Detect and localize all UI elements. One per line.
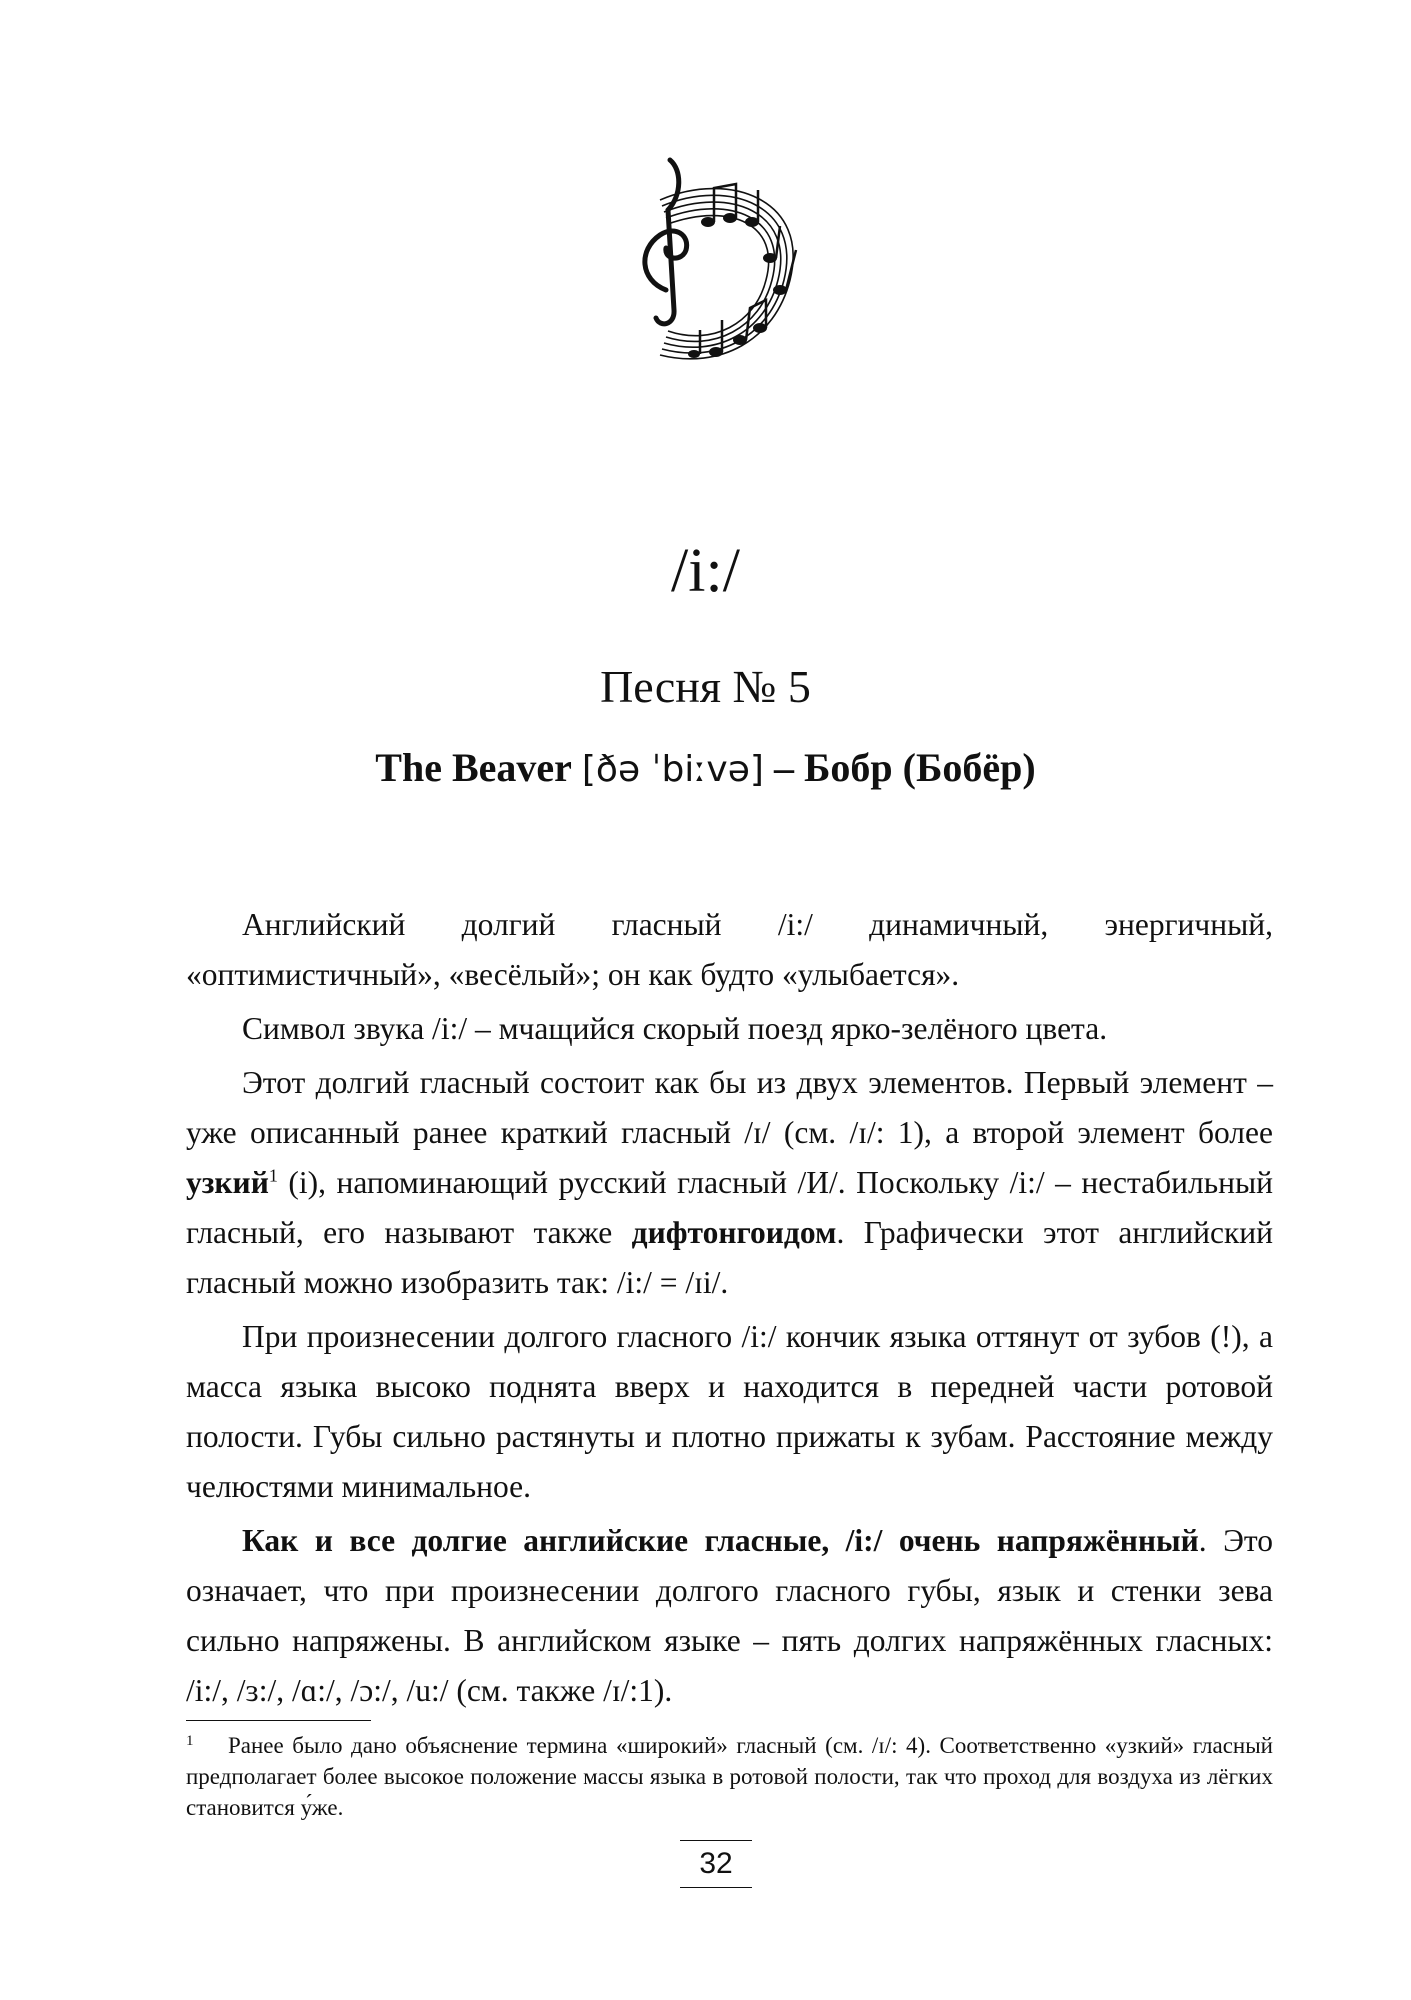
footnote-ref: 1 xyxy=(268,1165,278,1186)
song-number: Песня № 5 xyxy=(600,661,811,712)
phoneme-heading: /i:/ xyxy=(671,537,740,605)
footnote xyxy=(186,1730,1273,1823)
term-diphthongoid: дифтонгоидом xyxy=(631,1215,837,1250)
footnote-divider xyxy=(186,1720,371,1721)
paragraph-3-part-a: Этот долгий гласный состоит как бы из двух элементов. Первый элемент – уже описанный ранее краткий гласный /ɪ/ (см. /ɪ/: 1), а второй элемент более xyxy=(186,1065,1273,1150)
page-number-bottom-rule xyxy=(680,1887,752,1888)
song-title-ipa: [ðə ˈbiːvə] xyxy=(581,749,764,790)
paragraph-3-part-b: (i), напоминающий русский гласный /И/. Поскольку /i:/ – нестабильный гласный, его называют также xyxy=(186,1165,1273,1250)
paragraph-5-rest: . Это означает, что при произнесении долгого гласного губы, язык и стенки зева сильно напряжены. В английском языке – пять долгих напряжённых гласных: /i:/, /ɜ:/, /ɑ:/, /ɔ:/, /u:/ (см. также /ɪ/:1). xyxy=(186,1523,1273,1708)
term-narrow: узкий xyxy=(186,1165,269,1200)
footnote-mark: 1 xyxy=(186,1733,194,1749)
paragraph-3 xyxy=(186,1058,1273,1308)
footnote-text: Ранее было дано объяснение термина «широкий» гласный (см. /ɪ/: 4). Соответственно «узкий» гласный предполагает более высокое положение массы языка в ротовой полости, так что проход для воздуха из лёгких становится у́же. xyxy=(186,1733,1273,1820)
body-text xyxy=(186,900,1273,1716)
music-notes-swirl-icon xyxy=(620,140,830,400)
paragraph-5-bold: Как и все долгие английские гласные, /i:/ очень напряжённый xyxy=(242,1523,1199,1558)
paragraph-3-part-c: . Графически этот английский гласный можно изобразить так: /i:/ = /ɪi/. xyxy=(186,1215,1273,1300)
song-title-dash: – xyxy=(763,745,804,790)
paragraph-4: При произнесении долгого гласного /i:/ кончик языка оттянут от зубов (!), а масса языка высоко поднята вверх и находится в передней части ротовой полости. Губы сильно растянуты и плотно прижаты к зубам. Расстояние между челюстями минимальное. xyxy=(186,1319,1273,1504)
song-title-ru: Бобр (Бобёр) xyxy=(803,745,1036,790)
paragraph-1: Английский долгий гласный /i:/ динамичный, энергичный, «оптимистичный», «весёлый»; он как будто «улыбается». xyxy=(186,907,1273,992)
paragraph-5 xyxy=(186,1516,1273,1716)
song-title-en: The Beaver xyxy=(375,745,572,790)
paragraph-2: Символ звука /i:/ – мчащийся скорый поезд ярко-зелёного цвета. xyxy=(242,1011,1108,1046)
song-title xyxy=(0,745,1411,790)
page-number-block xyxy=(680,1840,752,1888)
page-number: 32 xyxy=(699,1847,733,1880)
